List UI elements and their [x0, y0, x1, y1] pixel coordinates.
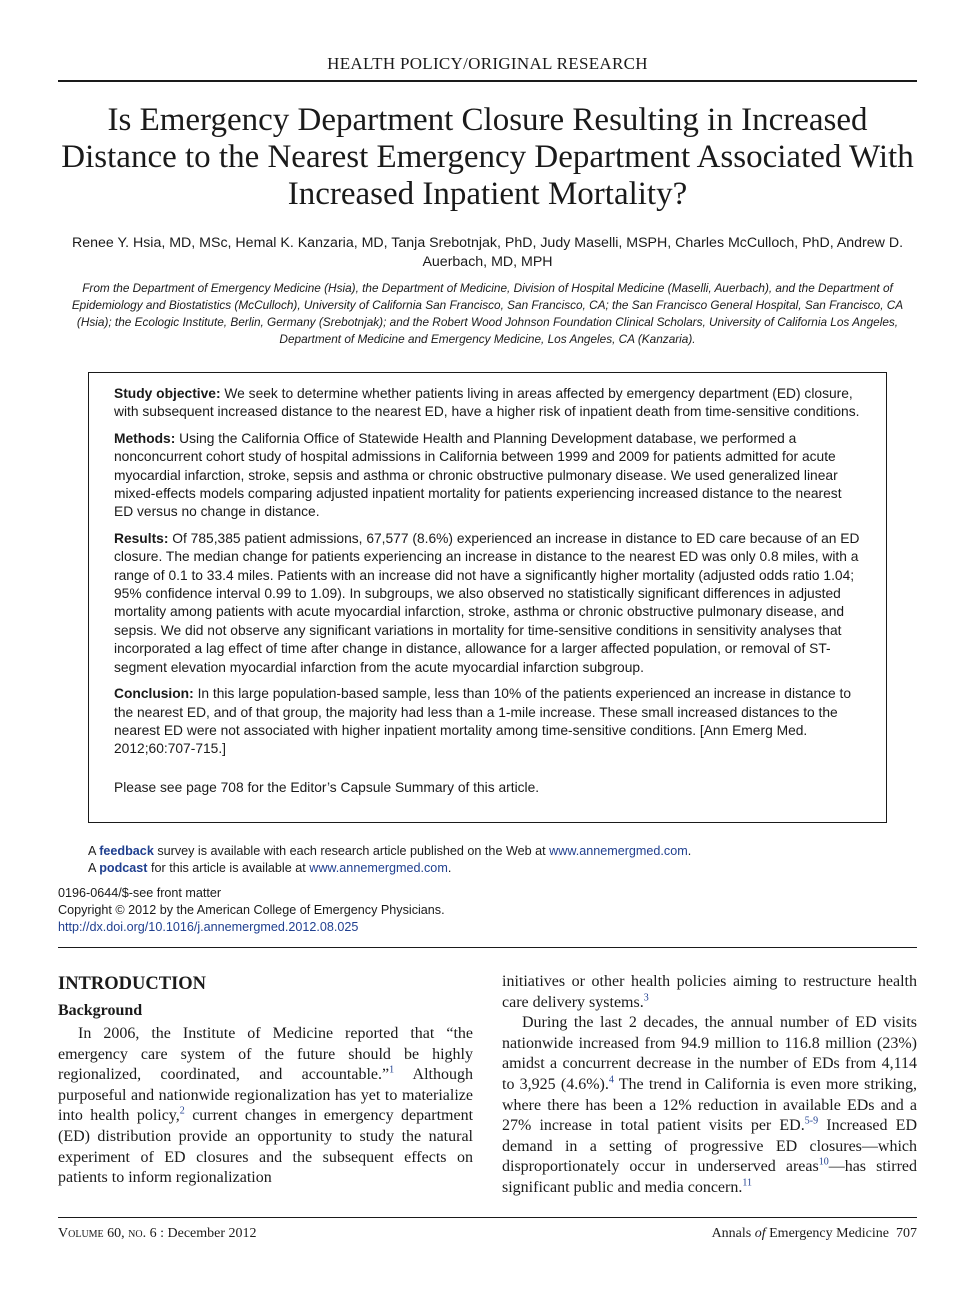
section-label: HEALTH POLICY/ORIGINAL RESEARCH [327, 54, 648, 73]
methods-label: Methods: [114, 430, 176, 446]
abstract-conclusion [114, 685, 862, 759]
feedback-prefix: A [88, 844, 100, 858]
introduction-heading: INTRODUCTION [58, 974, 207, 994]
p3-text-c: Increased ED demand in a setting of progressive ED closures—which disproportionately occur in underserved areas [502, 1117, 918, 1176]
issn-line: 0196-0644/$-see front matter [58, 886, 222, 900]
podcast-text: for this article is available at [147, 861, 310, 875]
feedback-end: . [687, 844, 692, 858]
page-number: 707 [896, 1226, 917, 1241]
capsule-note: Please see page 708 for the Editor’s Capsule Summary of this article. [114, 779, 540, 795]
conclusion-text: In this large population-based sample, less than 10% of the patients experienced an increase in distance to the nearest ED, and of that group, the majority had less than a 1-mile increase. These small increased distances to the nearest ED were not associated with higher inpatient mortality among time-sensitive conditions. [Ann Emerg Med. 2012;60:707-715.] [114, 686, 852, 757]
p3-text-a: During the last 2 decades, the annual number of ED visits nationwide increased from 94.9 million to 116.8 million (23%) amidst a concurrent decrease in the number of EDs from 4,114 to 3,925 (4.6%). [502, 1014, 917, 1093]
footer-separator: : [156, 1226, 168, 1241]
ref-3[interactable]: 3 [643, 992, 649, 1004]
objective-text: We seek to determine whether patients living in areas affected by emergency department (ED) closure, with subsequent increased distance to the nearest ED, have a higher risk of inpatient death from time-sensitive conditions. [114, 386, 860, 420]
feedback-link[interactable]: feedback [99, 844, 154, 858]
footer-journal [712, 1226, 917, 1242]
web-notes [88, 843, 691, 877]
body-paragraph-3 [502, 1013, 917, 1198]
feedback-text: survey is available with each research article published on the Web at [153, 844, 550, 858]
podcast-note [88, 860, 691, 877]
objective-label: Study objective: [114, 386, 221, 401]
middle-rule [58, 947, 917, 948]
p3-text-b: The trend in California is even more striking, where there has been a 12% reduction in available EDs and a 27% increase in total patient visits per ED. [502, 1075, 917, 1135]
abstract-box [88, 372, 887, 823]
p1-text-c: current changes in emergency department (ED) distribution provide an opportunity to study the natural experiment of ED closures and the subsequent effects on patients to inform regionalization [58, 1107, 474, 1187]
right-column [502, 972, 917, 1199]
abstract-results [114, 530, 862, 677]
article-title: Is Emergency Department Closure Resulting in Increased Distance to the Nearest Emergency Department Associated With Increased Inpatient Mortality? [61, 102, 914, 212]
abstract-methods [114, 430, 862, 522]
ref-1[interactable]: 1 [389, 1064, 395, 1076]
results-text: Of 785,385 patient admissions, 67,577 (8.6%) experienced an increase in distance to ED care because of an ED closure. The median change for patients experiencing an increase in distance to the nearest ED was only 0.8 miles, with a range of 0.1 to 33.4 miles. Patients with an increase did not have a significantly higher mortality (adjusted odds ratio 1.04; 95% confidence interval 0.99 to 1.09). In subgroups, we also observed no statistically significant differences in adjusted mortality among patients with acute myocardial infarction, stroke, asthma or chronic obstructive pulmonary disease, and sepsis. We did not observe any significant variations in mortality for time-sensitive conditions in sensitivity analyses that incorporated a lag effect of time after change in distance, allowance for a larger affected population, or removal of ST-segment elevation myocardial infarction from the acute myocardial infarction subgroup. [114, 530, 860, 675]
copyright-line: Copyright © 2012 by the American College of Emergency Physicians. [58, 903, 445, 917]
body-paragraph-1 [58, 1024, 473, 1189]
methods-text: Using the California Office of Statewide Health and Planning Development database, we performed a nonconcurrent cohort study of hospital admissions in California between 1999 and 2009 for patients admitted for acute myocardial infarction, stroke, sepsis and asthma or chronic obstructive pulmonary disease. We used generalized linear mixed-effects models comparing adjusted inpatient mortality for patients experiencing increased distance to the nearest ED versus no change in distance. [114, 430, 842, 520]
podcast-link[interactable]: podcast [99, 861, 148, 875]
left-column [58, 972, 473, 1189]
bottom-rule [58, 1217, 917, 1218]
p1-text-b: Although purposeful and nationwide regionalization has yet to materialize into health policy, [58, 1066, 473, 1125]
feedback-note [88, 843, 691, 860]
ref-5-9[interactable]: 5-9 [804, 1115, 819, 1127]
body-paragraph-2 [502, 972, 917, 1013]
p3-text-d: —has stirred significant public and media concern. [502, 1158, 917, 1196]
p1-text-a: In 2006, the Institute of Medicine reported that “the emergency care system of the future should be highly regionalized, coordinated, and accountable.” [58, 1025, 473, 1084]
podcast-end: . [447, 861, 452, 875]
volume-issue: Volume 60, no. 6 [58, 1226, 157, 1241]
author-list: Renee Y. Hsia, MD, MSc, Hemal K. Kanzaria, MD, Tanja Srebotnjak, PhD, Judy Maselli, MSPH, Charles McCulloch, PhD, Andrew D. Auerbach, MD, MPH [71, 235, 904, 270]
background-heading: Background [58, 1002, 143, 1019]
journal-name-of: of [754, 1226, 766, 1241]
results-label: Results: [114, 530, 169, 546]
feedback-url-link[interactable]: www.annemergmed.com [549, 844, 688, 858]
journal-name-b: Emergency Medicine [765, 1226, 889, 1241]
top-rule [58, 80, 917, 82]
journal-name-a: Annals [711, 1226, 755, 1241]
footer-volume [58, 1226, 257, 1242]
conclusion-label: Conclusion: [114, 686, 194, 702]
abstract-content [114, 385, 862, 805]
issue-date: December 2012 [167, 1226, 257, 1241]
ref-4[interactable]: 4 [608, 1074, 614, 1086]
abstract-objective [114, 385, 862, 422]
ref-10[interactable]: 10 [818, 1157, 829, 1169]
affiliations: From the Department of Emergency Medicine (Hsia), the Department of Medicine, Division of Hospital Medicine (Maselli, Auerbach), and the Department of Epidemiology and Biostatistics (McCulloch), University of California San Francisco, San Francisco, CA; the San Francisco General Hospital, San Francisco, CA (Hsia); the Ecologic Institute, Berlin, Germany (Srebotnjak); and the Robert Wood Johnson Foundation Clinical Scholars, University of California Los Angeles, Department of Medicine and Emergency Medicine, Los Angeles, CA (Kanzaria). [71, 281, 904, 346]
podcast-prefix: A [88, 861, 100, 875]
ref-2[interactable]: 2 [179, 1106, 185, 1118]
ref-11[interactable]: 11 [742, 1177, 752, 1189]
podcast-url-link[interactable]: www.annemergmed.com [309, 861, 448, 875]
doi-link[interactable]: http://dx.doi.org/10.1016/j.annemergmed.2012.08.025 [58, 920, 359, 934]
front-matter [58, 885, 445, 936]
p2-text-a: initiatives or other health policies aiming to restructure health care delivery systems. [502, 973, 917, 1011]
